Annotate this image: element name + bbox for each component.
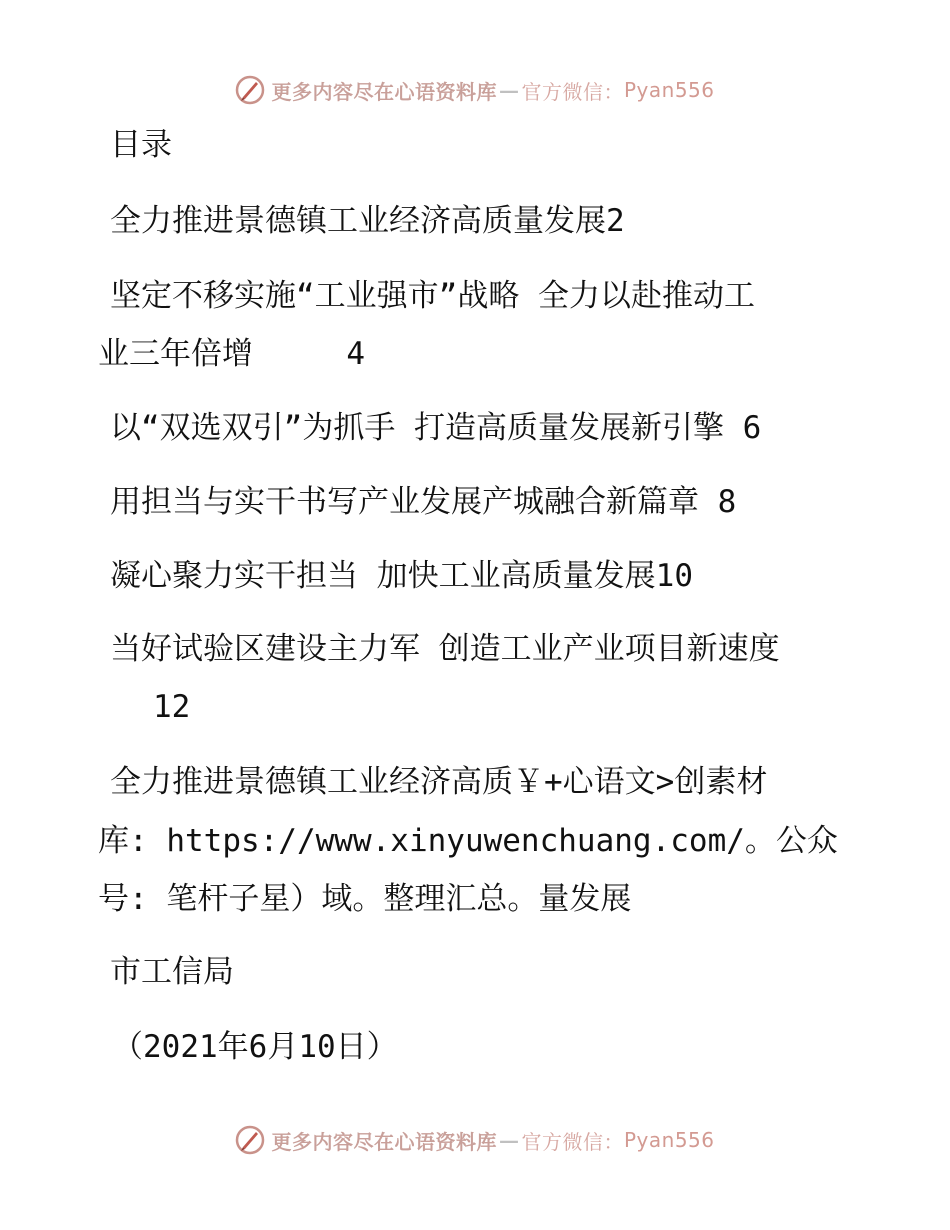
author-line: 市工信局 xyxy=(110,954,234,990)
toc-title: 目录 xyxy=(110,127,172,163)
footer-watermark xyxy=(0,1122,950,1158)
toc-entry-line1: 当好试验区建设主力军 创造工业产业项目新速度 xyxy=(110,631,780,667)
watermark-wechat-id: Pyan556 xyxy=(623,1128,715,1152)
body-line: 库: https://www.xinyuwenchuang.com/。公众 xyxy=(98,823,838,859)
watermark-wechat-id: Pyan556 xyxy=(623,78,715,102)
watermark-main-text: 更多内容尽在心语资料库 xyxy=(271,79,497,104)
body-line: 号: 笔杆子星）域。整理汇总。量发展 xyxy=(98,881,632,917)
date-line: （2021年6月10日） xyxy=(112,1029,398,1065)
watermark-main-text: 更多内容尽在心语资料库 xyxy=(271,1129,497,1154)
toc-entry-line1: 坚定不移实施“工业强市”战略 全力以赴推动工 xyxy=(110,278,755,314)
watermark-official-label: 官方微信： xyxy=(521,79,624,104)
toc-entry: 以“双选双引”为抓手 打造高质量发展新引擎 6 xyxy=(110,410,762,446)
watermark-dash: — xyxy=(498,78,520,102)
toc-entry-line2: 12 xyxy=(153,689,191,725)
quill-pen-icon xyxy=(235,75,265,105)
toc-entry-line2: 业三年倍增 4 xyxy=(98,336,365,372)
watermark-official-label: 官方微信： xyxy=(521,1129,624,1154)
quill-pen-icon xyxy=(235,1125,265,1155)
toc-entry: 用担当与实干书写产业发展产城融合新篇章 8 xyxy=(110,484,737,520)
body-line: 全力推进景德镇工业经济高质￥+心语文>创素材 xyxy=(110,764,768,800)
header-watermark xyxy=(0,72,950,108)
toc-entry: 全力推进景德镇工业经济高质量发展2 xyxy=(110,203,625,239)
watermark-dash: — xyxy=(498,1128,520,1152)
toc-entry: 凝心聚力实干担当 加快工业高质量发展10 xyxy=(110,558,693,594)
